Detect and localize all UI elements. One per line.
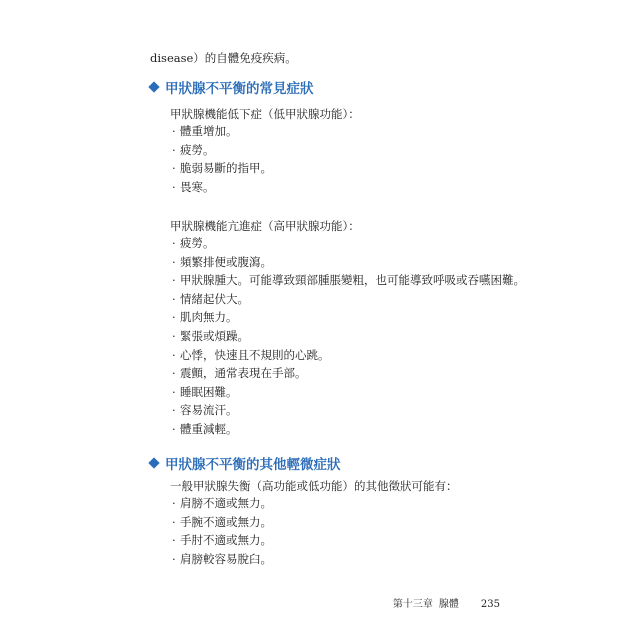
hyperthyroid-list [172,234,525,439]
middle-dot-icon: · [172,328,176,343]
diamond-bullet-icon [148,457,159,468]
middle-dot-icon: · [172,366,176,381]
list-item: · 情緒起伏大。 [172,290,525,309]
middle-dot-icon: · [172,179,176,194]
list-item: · 畏寒。 [172,178,272,197]
list-item: · 體重增加。 [172,122,272,141]
list-item: · 甲狀腺腫大。可能導致頸部腫脹變粗，也可能導致呼吸或吞嚥困難。 [172,271,525,290]
middle-dot-icon: · [172,291,176,306]
list-item: · 疲勞。 [172,141,272,160]
list-item: · 容易流汗。 [172,401,525,420]
footer-chapter: 第十三章 [392,599,433,610]
list-item: · 手肘不適或無力。 [172,531,272,550]
middle-dot-icon: · [172,514,176,529]
list-item: · 體重減輕。 [172,420,525,439]
middle-dot-icon: · [172,124,176,138]
middle-dot-icon: · [172,551,176,566]
list-item: · 脆弱易斷的指甲。 [172,159,272,178]
list-item: · 手腕不適或無力。 [172,513,272,532]
footer-section: 腺體 [438,599,459,610]
middle-dot-icon: · [172,533,176,548]
hypothyroid-list [172,122,272,196]
list-item: · 肩膀較容易脫臼。 [172,550,272,569]
middle-dot-icon: · [172,254,176,269]
list-item: · 震顫，通常表現在手部。 [172,364,525,383]
middle-dot-icon: · [172,273,176,288]
list-item: · 肌肉無力。 [172,308,525,327]
section-heading-text: 甲狀腺不平衡的常見症狀 [165,81,314,97]
section-heading-minor-symptoms [148,456,341,474]
list-item: · 疲勞。 [172,234,525,253]
page-number: 235 [480,599,500,610]
hypothyroid-label: 甲狀腺機能低下症（低甲狀腺功能）： [170,107,360,121]
list-item: · 心悸，快速且不規則的心跳。 [172,346,525,365]
middle-dot-icon: · [172,142,176,157]
list-item: · 頻繁排便或腹瀉。 [172,253,525,272]
page-footer [393,598,500,612]
minor-symptoms-list [172,494,272,568]
minor-symptoms-label: 一般甲狀腺失衡（高功能或低功能）的其他徵狀可能有： [170,479,458,493]
middle-dot-icon: · [172,236,176,250]
list-item: · 肩膀不適或無力。 [172,494,272,513]
hyperthyroid-label: 甲狀腺機能亢進症（高甲狀腺功能）： [170,219,360,233]
section-heading-text: 甲狀腺不平衡的其他輕微症狀 [165,457,341,473]
list-item: · 睡眠困難。 [172,383,525,402]
middle-dot-icon: · [172,496,176,510]
middle-dot-icon: · [172,384,176,399]
middle-dot-icon: · [172,403,176,418]
middle-dot-icon: · [172,347,176,362]
middle-dot-icon: · [172,161,176,176]
section-heading-common-symptoms [148,80,314,98]
intro-text: disease）的自體免疫疾病。 [150,51,297,65]
middle-dot-icon: · [172,421,176,436]
diamond-bullet-icon [148,81,159,92]
middle-dot-icon: · [172,310,176,325]
list-item: · 緊張或煩躁。 [172,327,525,346]
